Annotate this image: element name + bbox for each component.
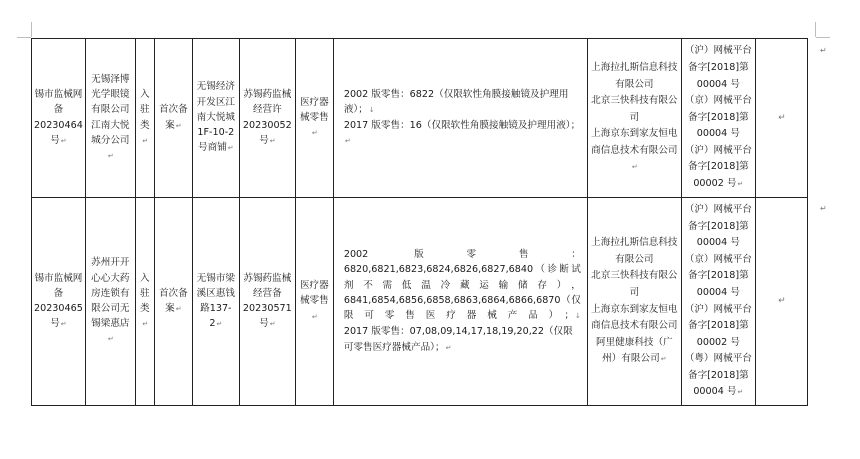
platform-name: 北京三快科技有限公司 [591,95,678,123]
platform-name: 上海拉扎斯信息科技有限公司 [591,61,678,90]
platform-cell [587,39,681,198]
filing-table [31,38,808,406]
filing-kind-cell: 首次备案↵ [154,39,192,198]
crop-mark [31,22,32,37]
table-row [32,39,808,198]
record-number-cell: 锡市监械网备20230465号↵ [32,198,86,406]
row-end-mark: ↵ [820,204,827,213]
company-name-cell: 无锡泽博光学眼镜有限公司江南大悦城分公司↵ [85,39,135,198]
sales-scope-line: 2017 版零售：16（仅限软性角膜接触镜及护理用液）；↵ [343,120,581,146]
address-cell: 无锡经济开发区江南大悦城1F-10-2号商铺↵ [192,39,239,198]
type-cell: 入驻类↵ [135,198,154,406]
platform-filing-no: （京）网械平台备字[2018]第 00004 号 [684,95,752,140]
platform-cell [587,198,681,406]
crop-mark [17,37,31,38]
platform-name: 北京三快科技有限公司 [591,270,678,298]
sales-scope-line: 2002 版零售：6820,6821,6823,6824,6826,6827,6840（诊断试剂不需低温冷藏运输储存），6841,6854,6856,6858,6863,6864,6866,6870（仅限可零售医疗器械产品）；↓ [343,249,581,322]
platform-filing-no: （沪）网械平台备字[2018]第 00002 号 [684,303,752,348]
sales-scope-line: 2002 版零售：6822（仅限软性角膜接触镜及护理用液）；↓ [343,88,569,115]
sales-scope-cell [333,198,587,406]
address-cell: 无锡市梁溪区惠钱路137-2↵ [192,198,239,406]
platform-filing-cell [681,198,755,406]
sales-scope-line: 2017 版零售：07,08,09,14,17,18,19,20,22（仅限可零售医疗器械产品）；↵ [343,326,573,353]
company-name-cell: 苏州开开心心大药房连锁有限公司无锡梁惠店↵ [85,198,135,406]
category-cell: 医疗器械零售↵ [295,198,333,406]
license-cell: 苏锡药监械经营备20230571号↵ [239,198,295,406]
remark-cell: ↵ [755,198,807,406]
platform-name: 上海京东到家友恒电商信息技术有限公司 [591,303,678,332]
row-end-mark: ↵ [820,46,827,55]
sales-scope-cell [333,39,587,198]
remark-cell: ↵ [755,39,807,198]
crop-mark [816,37,830,38]
platform-filing-no: （京）网械平台备字[2018]第 00004 号 [684,253,752,298]
platform-filing-no: （沪）网械平台备字[2018]第 00002 号↵ [684,144,752,190]
platform-filing-cell [681,39,755,198]
license-cell: 苏锡药监械经营许20230052号↵ [239,39,295,198]
record-number-cell: 锡市监械网备20230464号↵ [32,39,86,198]
platform-filing-no: （粤）网械平台备字[2018]第 00004 号↵ [684,353,752,398]
platform-filing-no: （沪）网械平台备字[2018]第 00004 号 [684,203,752,249]
platform-name: 上海京东到家友恒电商信息技术有限公司↵ [591,128,678,172]
crop-mark [815,22,816,37]
platform-name: 上海拉扎斯信息科技有限公司 [591,237,678,265]
filing-kind-cell: 首次备案↵ [154,198,192,406]
category-cell: 医疗器械零售↵ [295,39,333,198]
type-cell: 入驻类↵ [135,39,154,198]
table-row [32,198,808,406]
platform-filing-no: （沪）网械平台备字[2018]第 00004 号 [684,45,752,90]
platform-name: 阿里健康科技（广州）有限公司↵ [595,336,673,365]
